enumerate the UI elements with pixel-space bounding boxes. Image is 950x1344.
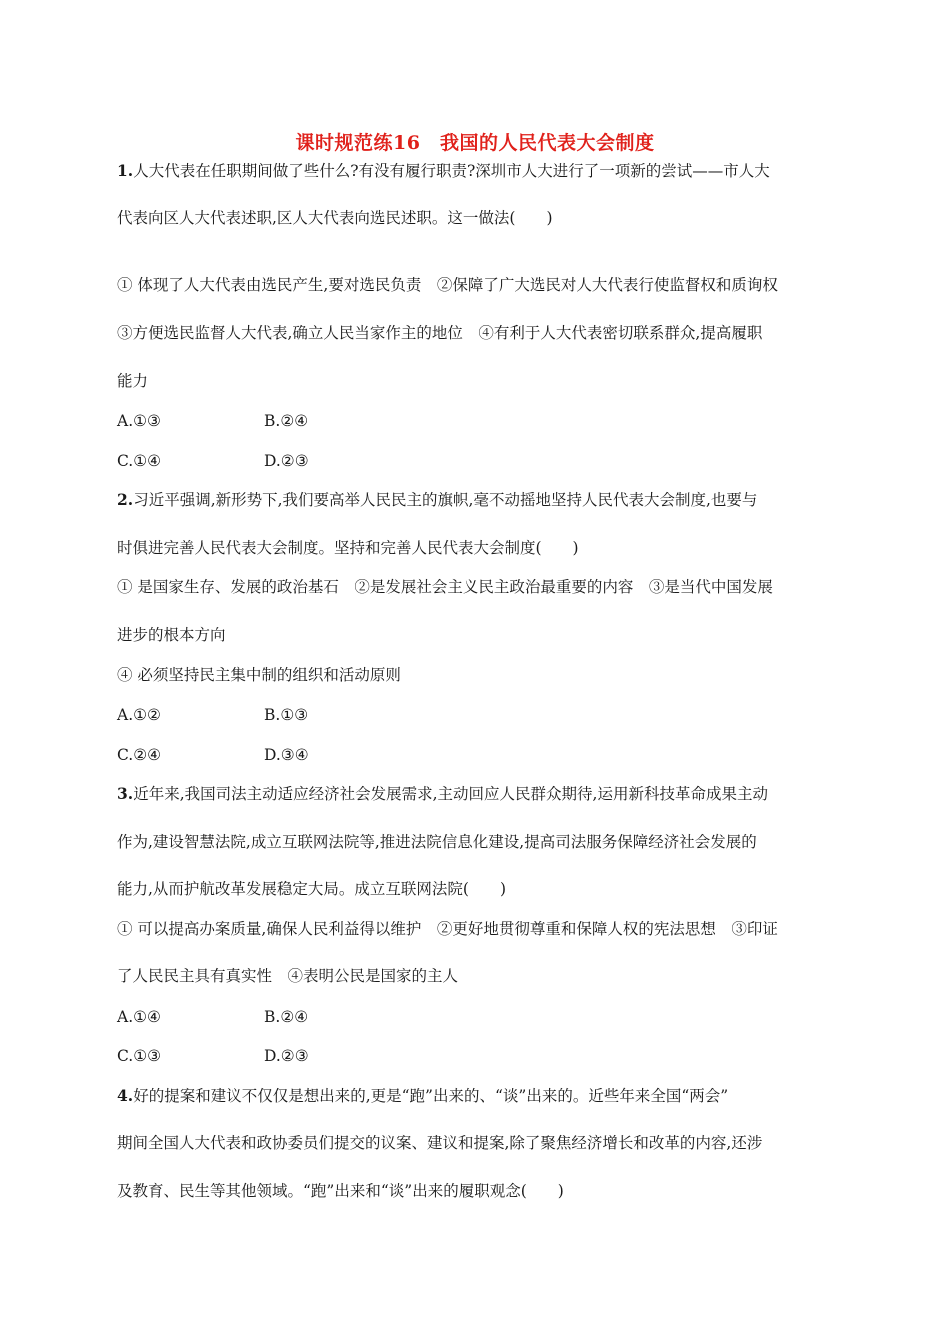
q2-item-line-1: ① 是国家生存、发展的政治基石 ②是发展社会主义民主政治最重要的内容 ③是当代中国发展 bbox=[117, 578, 773, 596]
q3-option-c: C.①③ bbox=[117, 1047, 162, 1065]
q4-stem-line-2: 期间全国人大代表和政协委员们提交的议案、建议和提案,除了聚焦经济增长和改革的内容,还涉 bbox=[117, 1134, 763, 1152]
q3-option-a: A.①④ bbox=[117, 1008, 161, 1026]
q1-number: 1. bbox=[117, 161, 134, 180]
q1-option-b: B.②④ bbox=[264, 412, 309, 430]
q3-stem-line-1: 3.近年来,我国司法主动适应经济社会发展需求,主动回应人民群众期待,运用新科技革命成果主动 bbox=[117, 784, 768, 803]
q3-number: 3. bbox=[117, 784, 134, 803]
q3-item-line-2: 了人民民主具有真实性 ④表明公民是国家的主人 bbox=[117, 967, 459, 985]
q1-stem-line-2: 代表向区人大代表述职,区人大代表向选民述职。这一做法( ) bbox=[117, 209, 553, 227]
q2-stem-line-2: 时俱进完善人民代表大会制度。坚持和完善人民代表大会制度( ) bbox=[117, 539, 579, 557]
q3-stem-line-3: 能力,从而护航改革发展稳定大局。成立互联网法院( ) bbox=[117, 880, 507, 898]
q1-option-a: A.①③ bbox=[117, 412, 161, 430]
q3-item-line-1: ① 可以提高办案质量,确保人民利益得以维护 ②更好地贯彻尊重和保障人权的宪法思想 ③印证 bbox=[117, 920, 778, 938]
q3-option-b: B.②④ bbox=[264, 1008, 309, 1026]
q1-option-d: D.②③ bbox=[264, 452, 309, 470]
q2-option-d: D.③④ bbox=[264, 746, 309, 764]
q2-option-c: C.②④ bbox=[117, 746, 162, 764]
q4-stem-line-3: 及教育、民生等其他领域。“跑”出来和“谈”出来的履职观念( ) bbox=[117, 1182, 564, 1200]
q1-option-c: C.①④ bbox=[117, 452, 162, 470]
q1-item-line-1: ① 体现了人大代表由选民产生,要对选民负责 ②保障了广大选民对人大代表行使监督权和质询权 bbox=[117, 276, 778, 294]
page-title: 课时规范练16 我国的人民代表大会制度 bbox=[295, 132, 655, 154]
q2-stem-line-1: 2.习近平强调,新形势下,我们要高举人民民主的旗帜,毫不动摇地坚持人民代表大会制度,也要与 bbox=[117, 490, 758, 509]
q2-item-line-2: 进步的根本方向 bbox=[117, 626, 226, 644]
q3-stem-line-2: 作为,建设智慧法院,成立互联网法院等,推进法院信息化建设,提高司法服务保障经济社会发展的 bbox=[117, 833, 757, 851]
q2-item-line-3: ④ 必须坚持民主集中制的组织和活动原则 bbox=[117, 666, 401, 684]
q3-option-d: D.②③ bbox=[264, 1047, 309, 1065]
q1-item-line-2: ③方便选民监督人大代表,确立人民当家作主的地位 ④有利于人大代表密切联系群众,提高履职 bbox=[117, 324, 763, 342]
q1-item-line-3: 能力 bbox=[117, 372, 149, 390]
q2-option-b: B.①③ bbox=[264, 706, 309, 724]
q2-option-a: A.①② bbox=[117, 706, 161, 724]
q1-stem-line-1: 1.人大代表在任职期间做了些什么?有没有履行职责?深圳市人大进行了一项新的尝试——市人大 bbox=[117, 161, 770, 180]
q4-number: 4. bbox=[117, 1086, 134, 1105]
q4-stem-line-1: 4.好的提案和建议不仅仅是想出来的,更是“跑”出来的、“谈”出来的。近些年来全国“两会” bbox=[117, 1086, 729, 1105]
q2-number: 2. bbox=[117, 490, 134, 509]
